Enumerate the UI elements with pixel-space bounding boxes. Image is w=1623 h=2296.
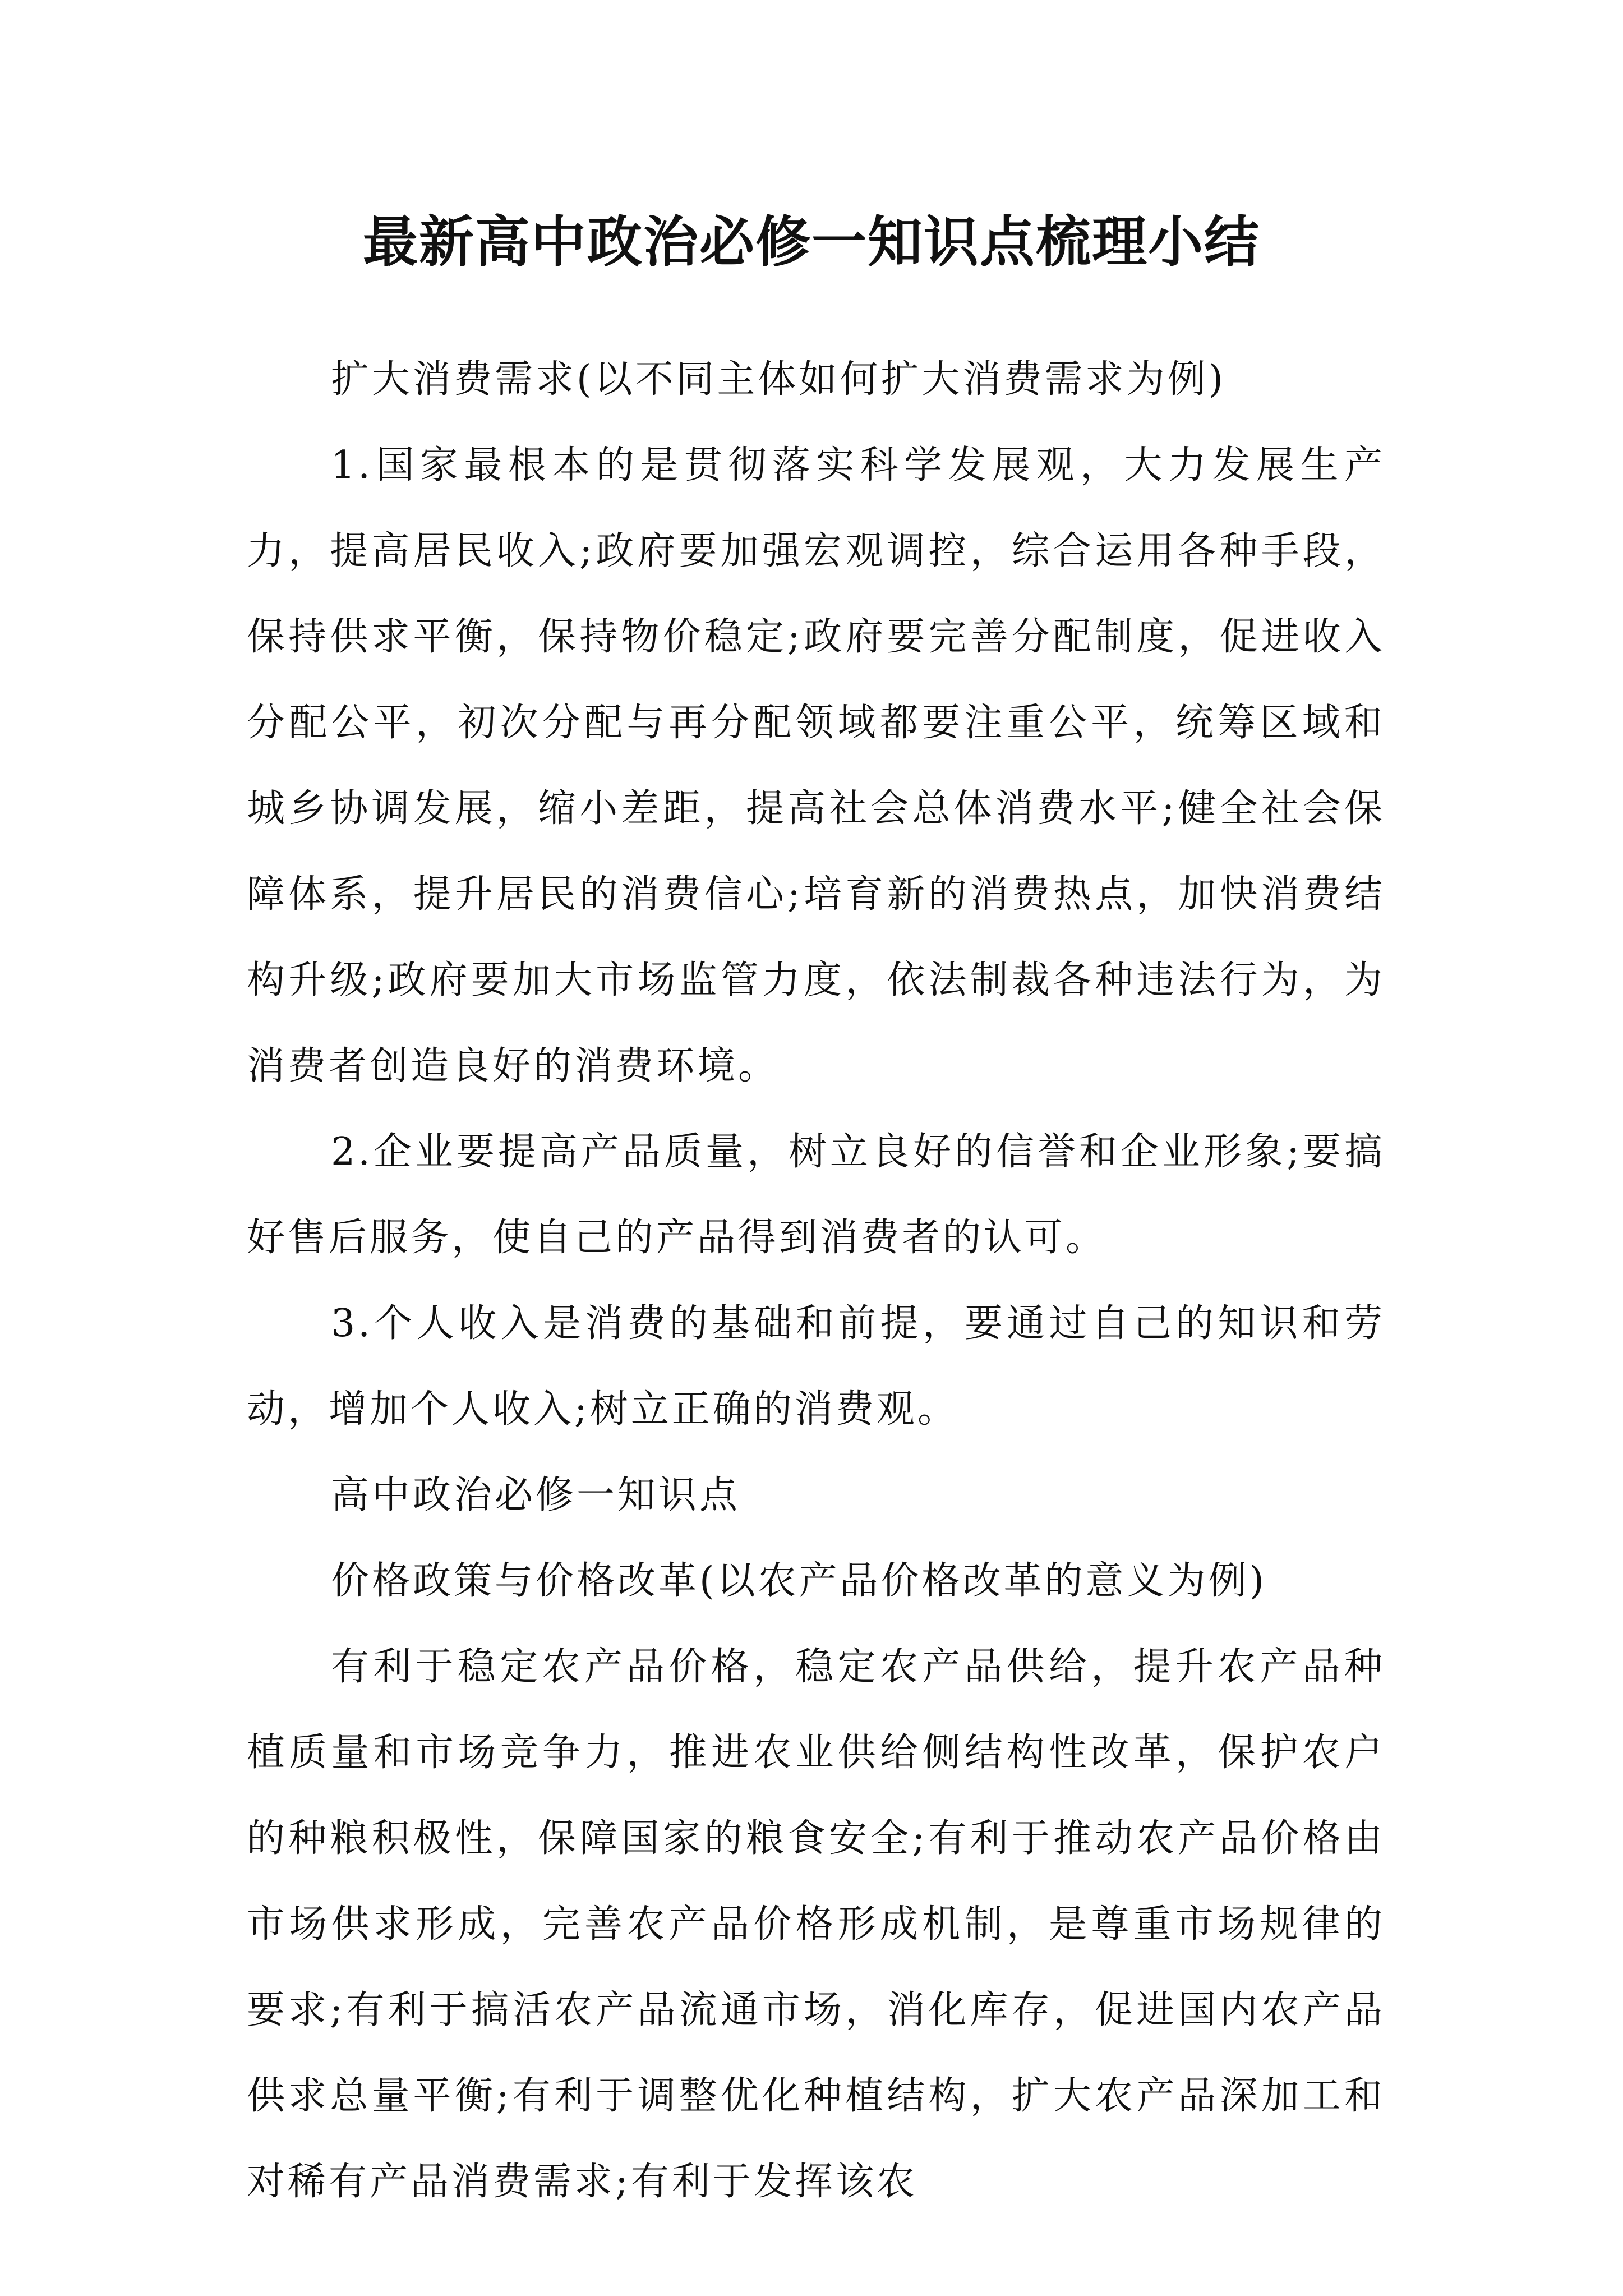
- paragraph-point-1-state: 1.国家最根本的是贯彻落实科学发展观，大力发展生产力，提高居民收入;政府要加强宏观调控，综合运用各种手段，保持供求平衡，保持物价稳定;政府要完善分配制度，促进收入分配公平，初次分配与再分配领域都要注重公平，统筹区域和城乡协调发展，缩小差距，提高社会总体消费水平;健全社会保障体系，提升居民的消费信心;培育新的消费热点，加快消费结构升级;政府要加大市场监管力度，依法制裁各种违法行为，为消费者创造良好的消费环境。: [247, 443, 1385, 1088]
- paragraph-section-heading: 高中政治必修一知识点: [331, 1473, 741, 1517]
- paragraph-point-2-enterprise: 2.企业要提高产品质量，树立良好的信誉和企业形象;要搞好售后服务，使自己的产品得到消费者的认可。: [247, 1130, 1385, 1260]
- document-title: 最新高中政治必修一知识点梳理小结: [362, 210, 1260, 274]
- paragraph-heading-expand-consumption: 扩大消费需求(以不同主体如何扩大消费需求为例): [331, 357, 1227, 402]
- document-body: [247, 337, 1385, 2225]
- paragraph-point-3-individual: 3.个人收入是消费的基础和前提，要通过自己的知识和劳动，增加个人收入;树立正确的消费观。: [247, 1301, 1385, 1432]
- paragraph-price-reform-significance: 有利于稳定农产品价格，稳定农产品供给，提升农产品种植质量和市场竞争力，推进农业供给侧结构性改革，保护农户的种粮积极性，保障国家的粮食安全;有利于推动农产品价格由市场供求形成，完善农产品价格形成机制，是尊重市场规律的要求;有利于搞活农产品流通市场，消化库存，促进国内农产品供求总量平衡;有利于调整优化种植结构，扩大农产品深加工和对稀有产品消费需求;有利于发挥该农: [247, 1645, 1385, 2204]
- paragraph-heading-price-policy: 价格政策与价格改革(以农产品价格改革的意义为例): [331, 1559, 1267, 1603]
